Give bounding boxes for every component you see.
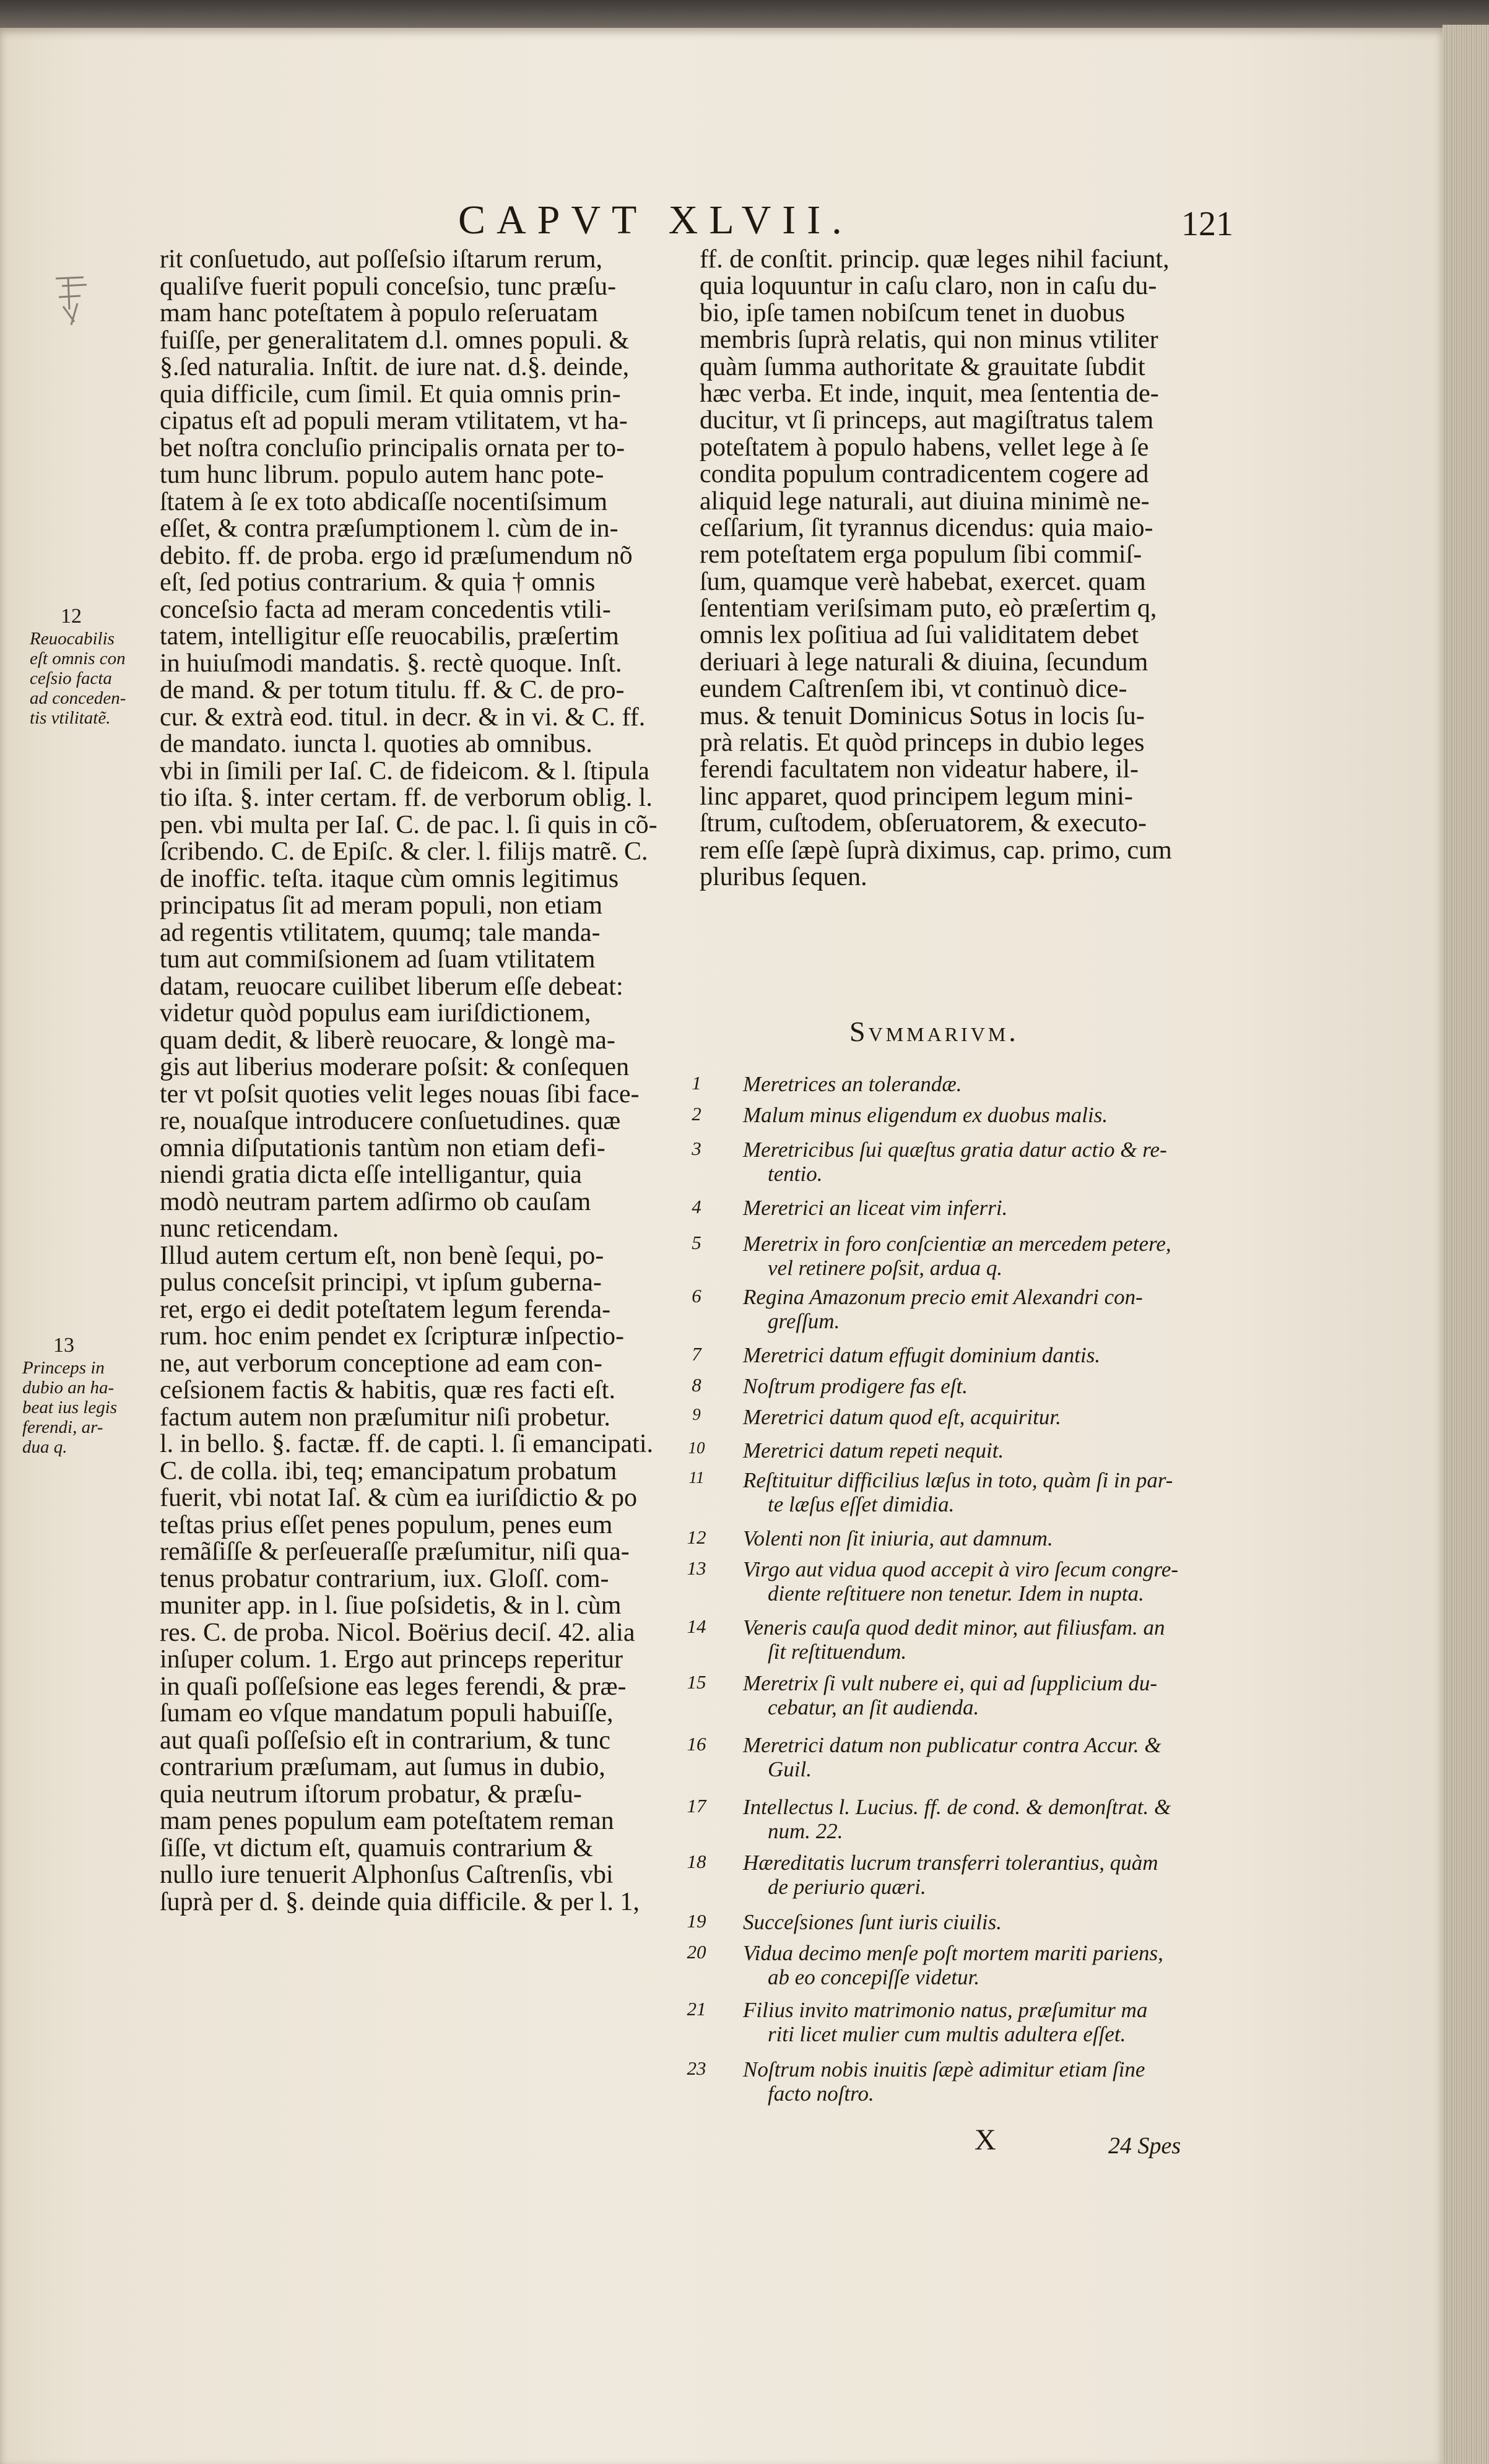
text-line: muniter app. in l. ſiue poſsidetis, & in l. cùm bbox=[160, 1591, 622, 1620]
running-title: CAPVT XLVII. bbox=[458, 197, 853, 243]
summary-title: Svmmarivm. bbox=[849, 1016, 1019, 1047]
text-line: ceſſarium, ſit tyrannus dicendus: quia maio- bbox=[700, 513, 1153, 542]
summary-entry bbox=[681, 1438, 1238, 1468]
text-line: fuerit, vbi notat Iaſ. & cùm ea iuriſdictio & po bbox=[160, 1484, 637, 1512]
summary-entry-number: 9 bbox=[692, 1405, 701, 1424]
summary-entry-number: 2 bbox=[692, 1103, 701, 1125]
text-line: condita populum contradicentem cogere ad bbox=[700, 460, 1149, 489]
text-line: tatem, intelligitur eſſe reuocabilis, præſertim bbox=[160, 622, 619, 651]
summary-entry-text: cebatur, an ſit audienda. bbox=[768, 1695, 979, 1719]
summary-entry-text: Meretricibus ſui quæſtus gratia datur actio & re- bbox=[743, 1138, 1167, 1162]
text-line: niendi gratia dicta eſſe intelligantur, quia bbox=[160, 1161, 582, 1189]
text-line: remãſiſſe & perſeueraſſe præſumitur, niſi qua- bbox=[160, 1537, 630, 1566]
text-line: teſtas prius eſſet penes populum, penes eum bbox=[160, 1510, 613, 1539]
text-line: quia difficile, cum ſimil. Et quia omnis prin- bbox=[160, 379, 621, 409]
summary-entry bbox=[681, 1138, 1238, 1196]
summary-entry-number: 18 bbox=[687, 1851, 706, 1872]
left-column bbox=[160, 246, 674, 1916]
summary-entry-text: Regina Amazonum precio emit Alexandri con- bbox=[743, 1285, 1143, 1309]
margin-note-line: eſt omnis con bbox=[30, 649, 126, 668]
margin-note-13 bbox=[22, 1333, 117, 1457]
summary-entry bbox=[681, 1072, 1238, 1103]
text-line: pulus conceſsit principi, vt ipſum guberna- bbox=[160, 1268, 602, 1297]
summary-entry-text: Noſtrum prodigere fas eſt. bbox=[743, 1374, 968, 1398]
text-line: de inoffic. teſta. itaque cùm omnis legitimus bbox=[160, 864, 619, 893]
summary-entry-text: te læſus eſſet dimidia. bbox=[768, 1492, 955, 1516]
summary-entry bbox=[681, 1910, 1238, 1941]
text-line: omnia diſputationis tantùm non etiam defi- bbox=[160, 1133, 606, 1162]
summary-entry bbox=[681, 1405, 1238, 1438]
text-line: linc apparet, quod principem legum mini- bbox=[700, 782, 1133, 811]
summary-entry-text: tentio. bbox=[768, 1162, 823, 1186]
margin-note-line: dua q. bbox=[22, 1437, 67, 1457]
summary-entry-text: Meretrices an tolerandæ. bbox=[743, 1072, 962, 1096]
text-line: contrarium præſumam, aut ſumus in dubio, bbox=[160, 1753, 606, 1781]
summary-entry-number: 17 bbox=[687, 1795, 706, 1817]
summary-entry-number: 7 bbox=[692, 1343, 701, 1365]
summary-entry-text: Guil. bbox=[768, 1757, 812, 1781]
summary-entry-number: 20 bbox=[687, 1941, 706, 1963]
summary-entry-number: 16 bbox=[687, 1733, 706, 1755]
text-line: factum autem non præſumitur niſi probetur. bbox=[160, 1403, 610, 1432]
summary-entry bbox=[681, 1526, 1238, 1557]
text-line: ſuprà per d. §. deinde quia difficile. & per l. 1, bbox=[160, 1887, 640, 1916]
summary-entry-text: facto noſtro. bbox=[768, 2081, 874, 2106]
summary-entry bbox=[681, 1941, 1238, 1998]
summary-entry bbox=[681, 1468, 1238, 1526]
text-line: tum aut commiſsionem ad ſuam vtilitatem bbox=[160, 945, 596, 974]
page-block-edge bbox=[1443, 25, 1489, 2464]
text-line: §.ſed naturalia. Inſtit. de iure nat. d.§. deinde, bbox=[160, 353, 630, 381]
text-line: quia loquuntur in caſu claro, non in caſu du- bbox=[700, 272, 1157, 301]
text-line: ſum, quamque verè habebat, exercet. quam bbox=[700, 567, 1146, 596]
summary-entry-text: Veneris cauſa quod dedit minor, aut filiusfam. an bbox=[743, 1615, 1165, 1640]
summary-entry-text: Intellectus l. Lucius. ff. de cond. & demonſtrat. & bbox=[743, 1795, 1171, 1819]
text-line: tio iſta. §. inter certam. ff. de verborum oblig. l. bbox=[160, 784, 653, 812]
page-number: 121 bbox=[1181, 205, 1233, 243]
text-line: pluribus ſequen. bbox=[700, 862, 867, 891]
text-line: ferendi facultatem non videatur habere, il- bbox=[700, 755, 1139, 784]
summary-entry-number: 12 bbox=[687, 1526, 706, 1548]
margin-note-12 bbox=[30, 604, 126, 728]
text-line: nunc reticendam. bbox=[160, 1214, 339, 1243]
text-line: res. C. de proba. Nicol. Boërius deciſ. 42. alia bbox=[160, 1618, 635, 1647]
text-line: de mand. & per totum titulu. ff. & C. de pro- bbox=[160, 676, 625, 704]
summary-entry-text: diente reſtituere non tenetur. Idem in nupta. bbox=[768, 1581, 1144, 1606]
text-line: eſſet, & contra præſumptionem l. cùm de in- bbox=[160, 514, 619, 543]
text-line: aliquid lege naturali, aut diuina minimè ne- bbox=[700, 486, 1150, 516]
summary-list bbox=[681, 1072, 1238, 2116]
summary-entry bbox=[681, 1196, 1238, 1232]
text-line: mus. & tenuit Dominicus Sotus in locis ſu- bbox=[700, 701, 1145, 730]
summary-entry-text: Hæreditatis lucrum transferri tolerantius, quàm bbox=[743, 1851, 1158, 1875]
text-line: ſtatem à ſe ex toto abdicaſſe nocentiſsimum bbox=[160, 487, 608, 516]
text-line: nullo iure tenuerit Alphonſus Caſtrenſis, vbi bbox=[160, 1861, 614, 1889]
summary-entry-text: ſit reſtituendum. bbox=[768, 1640, 907, 1664]
summary-entry-text: Meretrix ſi vult nubere ei, qui ad ſupplicium du- bbox=[743, 1671, 1158, 1695]
text-line: membris ſuprà relatis, qui non minus vtiliter bbox=[700, 326, 1158, 355]
summary-entry-number: 11 bbox=[688, 1468, 705, 1487]
summary-entry-text: Succeſsiones ſunt iuris ciuilis. bbox=[743, 1910, 1002, 1934]
text-line: poteſtatem à populo habens, vellet lege à ſe bbox=[700, 433, 1149, 462]
summary-entry-number: 5 bbox=[692, 1232, 701, 1253]
text-line: in quaſi poſſeſsione eas leges ferendi, & præ- bbox=[160, 1672, 627, 1701]
text-line: ret, ergo ei dedit poteſtatem legum ferenda- bbox=[160, 1295, 611, 1324]
text-line: gis aut liberius moderare poſsit: & conſequen bbox=[160, 1053, 630, 1081]
summary-entry bbox=[681, 1998, 1238, 2057]
text-line: rit conſuetudo, aut poſſeſsio iſtarum rerum, bbox=[160, 245, 603, 274]
summary-entry bbox=[681, 1851, 1238, 1910]
text-line: mam hanc poteſtatem à populo reſeruatam bbox=[160, 299, 598, 327]
text-line: omnis lex poſitiua ad ſui validitatem debet bbox=[700, 621, 1139, 650]
text-line: modò neutram partem adſirmo ob cauſam bbox=[160, 1187, 591, 1216]
margin-note-line: ferendi, ar- bbox=[22, 1417, 103, 1437]
summary-entry-text: ab eo concepiſſe videtur. bbox=[768, 1965, 980, 1989]
text-line: ſtrum, cuſtodem, obſeruatorem, & executo- bbox=[700, 809, 1147, 838]
text-line: ceſsionem factis & habitis, quæ res facti eſt. bbox=[160, 1376, 615, 1404]
text-line: qualiſve fuerit populi conceſsio, tunc præſu- bbox=[160, 272, 617, 301]
summary-entry-text: Volenti non ſit iniuria, aut damnum. bbox=[743, 1526, 1053, 1550]
summary-entry bbox=[681, 1374, 1238, 1405]
summary-entry-text: num. 22. bbox=[768, 1819, 843, 1843]
text-line: quia neutrum iſtorum probatur, & præſu- bbox=[160, 1779, 582, 1809]
text-line: ſcribendo. C. de Epiſc. & cler. l. filijs matrẽ. C. bbox=[160, 837, 648, 866]
summary-entry-text: Malum minus eligendum ex duobus malis. bbox=[743, 1103, 1108, 1127]
text-line: re, nouaſque introducere conſuetudines. quæ bbox=[160, 1107, 621, 1135]
text-line: aut quaſi poſſeſsio eſt in contrarium, & tunc bbox=[160, 1726, 610, 1755]
summary-entry bbox=[681, 1615, 1238, 1671]
summary-entry-text: Meretrici an liceat vim inferri. bbox=[743, 1196, 1008, 1220]
text-line: hæc verba. Et inde, inquit, mea ſententia de- bbox=[700, 379, 1159, 408]
summary-entry-text: de periurio quæri. bbox=[768, 1875, 926, 1899]
summary-entry-text: Meretrici datum non publicatur contra Accur. & bbox=[743, 1733, 1161, 1757]
summary-entry bbox=[681, 1103, 1238, 1138]
summary-entry-text: riti licet mulier cum multis adultera eſſet. bbox=[768, 2022, 1126, 2046]
summary-entry-number: 21 bbox=[687, 1998, 706, 2020]
text-line: cur. & extrà eod. titul. in decr. & in vi. & C. ff. bbox=[160, 702, 646, 732]
text-line: rem eſſe ſæpè ſuprà diximus, cap. primo, cum bbox=[700, 836, 1172, 865]
summary-entry bbox=[681, 1557, 1238, 1615]
summary-entry-number: 8 bbox=[692, 1374, 701, 1396]
text-line: eundem Caſtrenſem ibi, vt continuò dice- bbox=[700, 675, 1127, 704]
summary-entry bbox=[681, 1343, 1238, 1374]
text-line: rum. hoc enim pendet ex ſcripturæ inſpectio- bbox=[160, 1322, 624, 1351]
summary-entry-text: Virgo aut vidua quod accepit à viro ſecum congre- bbox=[743, 1557, 1179, 1581]
text-line: quàm ſumma authoritate & grauitate ſubdit bbox=[700, 352, 1145, 381]
summary-entry bbox=[681, 2057, 1238, 2116]
summary-entry-number: 3 bbox=[692, 1138, 701, 1159]
summary-entry-text: Reſtituitur difficilius læſus in toto, quàm ſi in par- bbox=[743, 1468, 1173, 1492]
summary-entry-text: Meretrici datum repeti nequit. bbox=[743, 1438, 1004, 1463]
text-line: principatus ſit ad meram populi, non etiam bbox=[160, 891, 603, 920]
summary-entry-text: greſſum. bbox=[768, 1309, 840, 1333]
text-line: deriuari à lege naturali & diuina, ſecundum bbox=[700, 647, 1148, 677]
summary-entry bbox=[681, 1671, 1238, 1733]
text-line: quam dedit, & liberè reuocare, & longè ma- bbox=[160, 1026, 615, 1055]
text-line: Illud autem certum eſt, non benè ſequi, po- bbox=[160, 1241, 604, 1270]
text-line: bio, ipſe tamen nobiſcum tenet in duobus bbox=[700, 298, 1126, 327]
margin-note-line: ad conceden- bbox=[30, 688, 126, 708]
summary-entry-number: 19 bbox=[687, 1910, 706, 1932]
summary-entry-text: Filius invito matrimonio natus, præſumitur ma bbox=[743, 1998, 1148, 2022]
margin-note-line: Reuocabilis bbox=[30, 629, 115, 649]
summary-entry bbox=[681, 1232, 1238, 1285]
text-line: ne, aut verborum conceptione ad eam con- bbox=[160, 1349, 602, 1378]
text-line: ſumam eo vſque mandatum populi habuiſſe, bbox=[160, 1699, 614, 1727]
text-line: in huiuſmodi mandatis. §. rectè quoque. Inſt. bbox=[160, 649, 622, 678]
text-line: vbi in ſimili per Iaſ. C. de fideicom. & l. ſtipula bbox=[160, 756, 649, 785]
text-line: ff. de conſtit. princip. quæ leges nihil faciunt, bbox=[700, 245, 1170, 274]
margin-note-line: beat ius legis bbox=[22, 1398, 118, 1417]
text-line: fuiſſe, per generalitatem d.l. omnes populi. & bbox=[160, 326, 630, 355]
summary-entry-text: Meretrici datum quod eſt, acquiritur. bbox=[743, 1405, 1061, 1429]
summary-entry-number: 1 bbox=[692, 1072, 701, 1094]
text-line: tum hunc librum. populo autem hanc pote- bbox=[160, 460, 604, 489]
catchword: 24 Spes bbox=[1108, 2133, 1181, 2159]
text-line: ter vt poſsit quoties velit leges nouas ſibi face- bbox=[160, 1079, 640, 1109]
running-header bbox=[0, 197, 1443, 246]
margin-note-line: dubio an ha- bbox=[22, 1378, 115, 1398]
text-line: rem poteſtatem erga populum ſibi commiſ- bbox=[700, 540, 1142, 569]
margin-note-line: ceſsio facta bbox=[30, 668, 112, 688]
signature-mark: X bbox=[975, 2124, 996, 2156]
text-line: ducitur, vt ſi princeps, aut magiſtratus talem bbox=[700, 406, 1154, 435]
text-line: eſt, ſed potius contrarium. & quia † omnis bbox=[160, 568, 596, 597]
summary-entry-text: Noſtrum nobis inuitis ſæpè adimitur etiam ſine bbox=[743, 2057, 1145, 2081]
summary-entry-text: Meretrici datum effugit dominium dantis. bbox=[743, 1343, 1101, 1367]
summary-entry-number: 10 bbox=[688, 1438, 705, 1457]
summary-entry-number: 15 bbox=[687, 1671, 706, 1693]
text-line: prà relatis. Et quòd princeps in dubio leges bbox=[700, 728, 1145, 758]
text-line: l. in bello. §. factæ. ff. de capti. l. ſi emancipati. bbox=[160, 1430, 653, 1458]
text-line: tenus probatur contrarium, iux. Gloſſ. com- bbox=[160, 1564, 609, 1593]
margin-note-number: 12 bbox=[61, 605, 82, 628]
text-line: C. de colla. ibi, teq; emancipatum probatum bbox=[160, 1456, 617, 1485]
text-line: ſiſſe, vt dictum eſt, quamuis contrarium & bbox=[160, 1833, 593, 1862]
text-line: mam penes populum eam poteſtatem reman bbox=[160, 1807, 614, 1835]
text-line: debito. ff. de proba. ergo id præſumendum nõ bbox=[160, 541, 633, 570]
margin-note-line: Princeps in bbox=[22, 1358, 105, 1378]
text-line: ſententiam veriſsimam puto, eò præſertim q, bbox=[700, 594, 1157, 623]
summary-entry-number: 13 bbox=[687, 1557, 706, 1579]
summary-entry-number: 14 bbox=[687, 1615, 706, 1637]
text-line: bet noſtra concluſio principalis ornata per to- bbox=[160, 433, 625, 462]
text-line: cipatus eſt ad populi meram vtilitatem, vt ha- bbox=[160, 407, 628, 435]
summary-entry-number: 23 bbox=[687, 2057, 706, 2079]
margin-note-line: tis vtilitatẽ. bbox=[30, 708, 111, 728]
summary-entry bbox=[681, 1795, 1238, 1851]
ink-smudge-ornament bbox=[50, 272, 93, 328]
text-line: de mandato. iuncta l. quoties ab omnibus. bbox=[160, 730, 593, 758]
margin-note-number: 13 bbox=[53, 1334, 74, 1357]
summary-entry-number: 6 bbox=[692, 1285, 701, 1307]
summary-entry-text: Vidua decimo menſe poſt mortem mariti pariens, bbox=[743, 1941, 1163, 1965]
summary-entry-text: vel retinere poſsit, ardua q. bbox=[768, 1256, 1003, 1280]
text-line: pen. vbi multa per Iaſ. C. de pac. l. ſi quis in cõ- bbox=[160, 810, 658, 839]
text-line: videtur quòd populus eam iuriſdictionem, bbox=[160, 999, 591, 1027]
text-line: ad regentis vtilitatem, quumq; tale manda- bbox=[160, 918, 601, 947]
text-line: inſuper colum. 1. Ergo aut princeps reperitur bbox=[160, 1645, 623, 1674]
text-line: conceſsio facta ad meram concedentis vtili- bbox=[160, 595, 611, 624]
summary-entry-number: 4 bbox=[692, 1196, 701, 1217]
summary-entry bbox=[681, 1733, 1238, 1795]
text-line: datam, reuocare cuilibet liberum eſſe debeat: bbox=[160, 972, 623, 1001]
right-column bbox=[700, 246, 1226, 891]
summary-entry-text: Meretrix in foro conſcientiæ an mercedem petere, bbox=[743, 1232, 1171, 1256]
summary-entry bbox=[681, 1285, 1238, 1343]
